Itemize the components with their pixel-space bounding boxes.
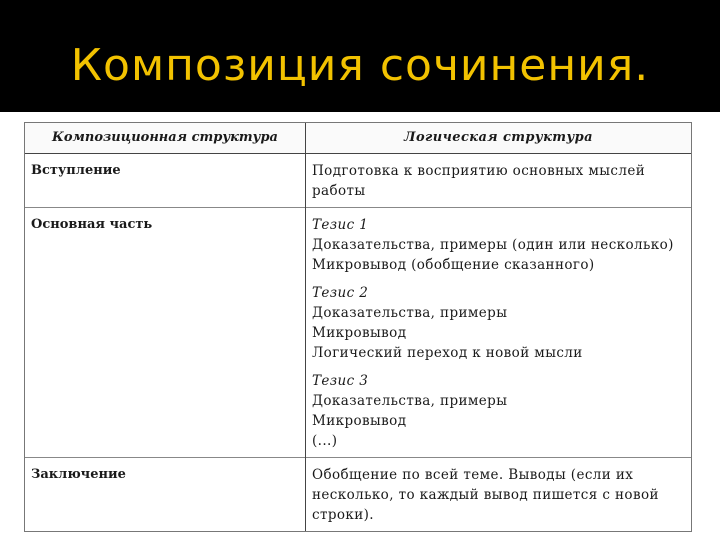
cell-intro-label: Вступление <box>25 154 306 208</box>
title-bar <box>0 0 720 112</box>
thesis-3-line-3: (...) <box>312 433 338 449</box>
thesis-2: Тезис 2 <box>312 285 369 301</box>
cell-intro-text: Подготовка к восприятию основных мыслей работы <box>312 163 646 199</box>
thesis-1-line-2: Микровывод (обобщение сказанного) <box>312 257 595 273</box>
composition-table <box>24 122 692 532</box>
thesis-2-line-1: Доказательства, примеры <box>312 305 508 321</box>
cell-conclusion-label: Заключение <box>25 458 306 532</box>
table-row-intro <box>25 154 691 208</box>
table-header-row <box>25 123 691 154</box>
thesis-block-1 <box>312 215 685 275</box>
header-composition: Композиционная структура <box>25 123 306 154</box>
thesis-block-2 <box>312 283 685 363</box>
thesis-3-line-2: Микровывод <box>312 413 407 429</box>
table-row-conclusion <box>25 458 691 532</box>
thesis-2-line-2: Микровывод <box>312 325 407 341</box>
thesis-3: Тезис 3 <box>312 373 369 389</box>
thesis-1: Тезис 1 <box>312 217 369 233</box>
table-row-main <box>25 208 691 458</box>
cell-main-content <box>306 208 692 458</box>
structure-table <box>25 123 691 531</box>
thesis-3-line-1: Доказательства, примеры <box>312 393 508 409</box>
thesis-block-3 <box>312 371 685 451</box>
thesis-2-line-3: Логический переход к новой мысли <box>312 345 583 361</box>
cell-conclusion-text: Обобщение по всей теме. Выводы (если их несколько, то каждый вывод пишется с новой строки). <box>306 458 692 532</box>
page-title: Композиция сочинения. <box>70 39 650 91</box>
thesis-1-line-1: Доказательства, примеры (один или несколько) <box>312 237 674 253</box>
header-logic: Логическая структура <box>306 123 692 154</box>
cell-main-label: Основная часть <box>25 208 306 458</box>
